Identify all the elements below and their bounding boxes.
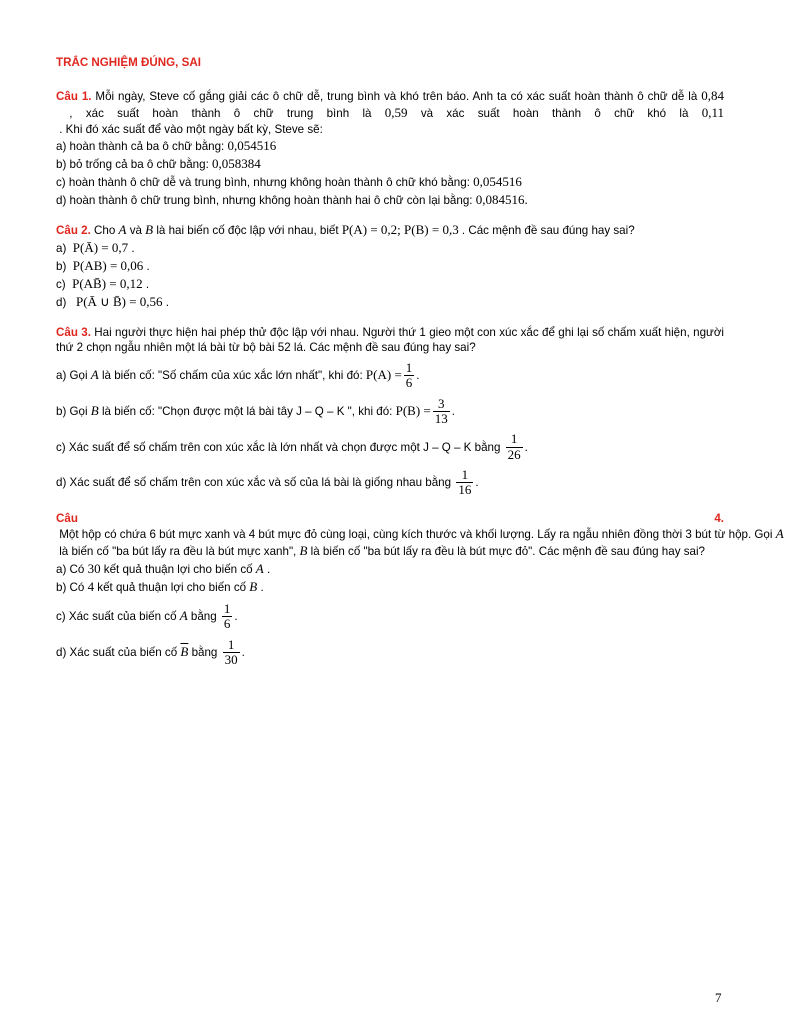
question-4 bbox=[56, 511, 784, 667]
fraction: $\frac{3}{13}$ bbox=[434, 395, 448, 426]
question-2-option-b: b) P(AB) = 0,06 . bbox=[56, 258, 150, 274]
question-4-option-d: d) Xác suất của biến cố $\overline{B}$ bằng $\frac{1}{30}$ . bbox=[56, 636, 245, 667]
prob-medium: 0,59 bbox=[384, 104, 408, 120]
question-3-option-b: b) Gọi B là biến cố: "Chọn được một lá bài tây J – Q – K ", khi đó: P(B) = $\frac{3}{13}$ . bbox=[56, 395, 455, 426]
question-1-option-c: c) hoàn thành ô chữ dễ và trung bình, nhưng không hoàn thành ô chữ khó bằng: 0,054516 bbox=[56, 173, 522, 189]
question-3-option-c: c) Xác suất để số chấm trên con xúc xắc là lớn nhất và chọn được một J – Q – K bằng $\frac{1}{26}$ . bbox=[56, 431, 528, 462]
given-probabilities: P(A) = 0,2; P(B) = 0,3 bbox=[341, 222, 459, 238]
question-3-stem: Câu 3. Hai người thực hiện hai phép thử độc lập với nhau. Người thứ 1 gieo một con xúc xắc để ghi lại số chấm xuất hiện, người thứ 2 chọn ngẫu nhiên một lá bài từ bộ bài 52 lá. Các mệnh đề sau đúng hay sai? bbox=[56, 325, 724, 354]
fraction: $\frac{1}{16}$ bbox=[458, 466, 472, 498]
section-heading: TRẮC NGHIỆM ĐÚNG, SAI bbox=[56, 56, 201, 69]
math-expression: P(Ā) = 0,7 bbox=[72, 240, 129, 256]
question-3 bbox=[56, 325, 724, 498]
question-2-option-d: d) P(Ā ∪ B̄) = 0,56 . bbox=[56, 294, 169, 310]
prob-easy: 0,84 bbox=[701, 88, 724, 104]
question-2-stem: Câu 2. Cho A và B là hai biến cố độc lập với nhau, biết P(A) = 0,2; P(B) = 0,3 . Các mệnh đề sau đúng hay sai? bbox=[56, 222, 635, 238]
question-4-stem: Câu 4. Một hộp có chứa 6 bút mực xanh và 4 bút mực đỏ cùng loại, cùng kích thước và khối lượng. Lấy ra ngẫu nhiên đồng thời 3 bút từ hộp. Gọi A là biến cố "ba bút lấy ra đều là bút mực xanh", B là biến cố "ba bút lấy ra đều là bút mực đỏ". Các mệnh đề sau đúng hay sai? bbox=[56, 512, 784, 559]
question-2 bbox=[56, 222, 724, 310]
question-2-label: Câu 2. bbox=[56, 224, 91, 238]
question-1-label: Câu 1. bbox=[56, 90, 92, 104]
fraction: $\frac{1}{6}$ bbox=[405, 360, 413, 391]
question-4-option-b: b) Có 4 kết quả thuận lợi cho biến cố B . bbox=[56, 579, 264, 595]
question-2-option-a: a) P(Ā) = 0,7 . bbox=[56, 240, 135, 256]
question-3-option-d: d) Xác suất để số chấm trên con xúc xắc và số của lá bài là giống nhau bằng $\frac{1}{16}$ . bbox=[56, 466, 479, 498]
math-expression: P(AB̄) = 0,12 bbox=[72, 276, 143, 292]
question-1-option-d: d) hoàn thành ô chữ trung bình, nhưng không hoàn thành hai ô chữ còn lại bằng: 0,084516. bbox=[56, 191, 528, 207]
question-1-option-a: a) hoàn thành cả ba ô chữ bằng: 0,054516 bbox=[56, 137, 277, 153]
question-4-option-c: c) Xác suất của biến cố A bằng $\frac{1}{6}$ . bbox=[56, 601, 238, 632]
page-number: 7 bbox=[715, 990, 722, 1005]
fraction: $\frac{1}{6}$ bbox=[223, 601, 231, 632]
prob-hard: 0,11 bbox=[701, 104, 724, 120]
question-3-option-a: a) Gọi A là biến cố: "Số chấm của xúc xắc lớn nhất", khi đó: P(A) = $\frac{1}{6}$ . bbox=[56, 360, 420, 391]
fraction: $\frac{1}{26}$ bbox=[507, 431, 521, 462]
fraction: $\frac{1}{30}$ bbox=[224, 636, 238, 667]
question-1 bbox=[56, 88, 724, 208]
question-4-option-a: a) Có 30 kết quả thuận lợi cho biến cố A . bbox=[56, 561, 271, 577]
question-1-option-b: b) bỏ trống cả ba ô chữ bằng: 0,058384 bbox=[56, 155, 261, 171]
question-1-stem: Câu 1. Mỗi ngày, Steve cố gắng giải các ô chữ dễ, trung bình và khó trên báo. Anh ta có xác suất hoàn thành ô chữ dễ là 0,84 , xác suất hoàn thành ô chữ trung bình là 0,59 và xác suất hoàn thành ô chữ khó là 0,11 . Khi đó xác suất để vào một ngày bất kỳ, Steve sẽ: bbox=[56, 88, 724, 136]
question-3-label: Câu 3. bbox=[56, 325, 91, 339]
question-4-label: Câu 4. bbox=[56, 512, 724, 526]
math-expression: P(AB) = 0,06 bbox=[72, 258, 144, 274]
document-page bbox=[56, 55, 784, 681]
question-2-option-c: c) P(AB̄) = 0,12 . bbox=[56, 276, 150, 292]
math-expression: P(Ā ∪ B̄) = 0,56 bbox=[75, 294, 163, 310]
